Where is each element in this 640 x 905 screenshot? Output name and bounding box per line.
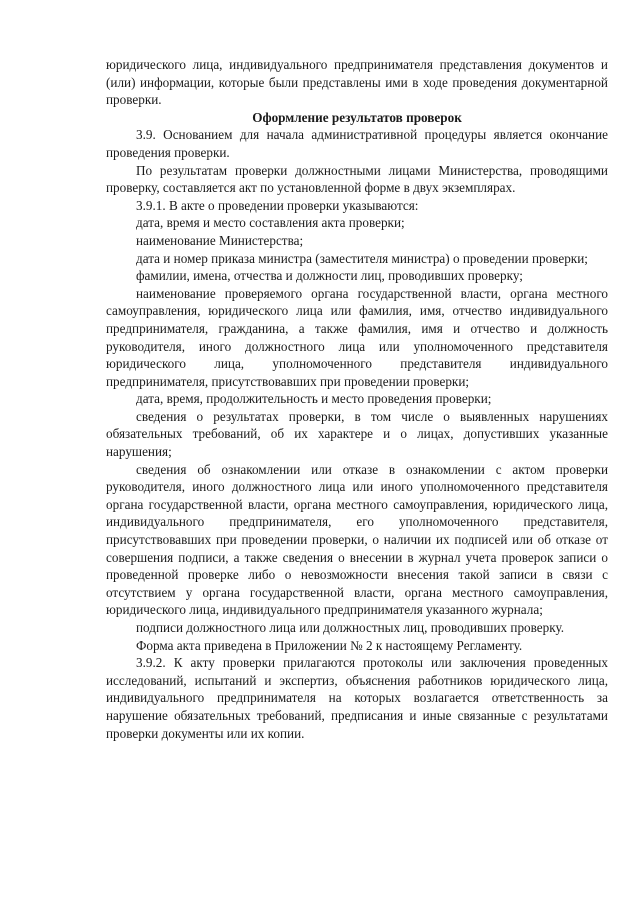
- document-body: [106, 56, 608, 742]
- paragraph: дата, время, продолжительность и место проведения проверки;: [136, 391, 492, 407]
- paragraph: наименование Министерства;: [136, 232, 304, 248]
- section-heading: Оформление результатов проверок: [252, 109, 462, 125]
- paragraph: 3.9.2. К акту проверки прилагаются протоколы или заключения проведенных исследований, испытаний и экспертиз, объяснения работников юридического лица, индивидуального предпринимателя на которых возлагается ответственность за нарушение обязательных требований, предписания и иные связанные с результатами проверки документы или их копии.: [106, 655, 608, 741]
- paragraph: дата и номер приказа министра (заместителя министра) о проведении проверки;: [136, 250, 588, 266]
- paragraph: дата, время и место составления акта проверки;: [136, 215, 405, 231]
- paragraph: наименование проверяемого органа государственной власти, органа местного самоуправления, юридического лица или фамилия, имя, отчество индивидуального предпринимателя, гражданина, а также фамилия, имя и отчество и должность руководителя, иного должностного лица или уполномоченного представителя юридического лица, уполномоченного представителя индивидуального предпринимателя, присутствовавших при проведении проверки;: [106, 285, 608, 389]
- paragraph: сведения о результатах проверки, в том числе о выявленных нарушениях обязательных требований, об их характере и о лицах, допустивших указанные нарушения;: [106, 408, 608, 460]
- paragraph: По результатам проверки должностными лицами Министерства, проводящими проверку, составляется акт по установленной форме в двух экземплярах.: [106, 162, 608, 196]
- paragraph: Форма акта приведена в Приложении № 2 к настоящему Регламенту.: [136, 637, 523, 653]
- paragraph: 3.9. Основанием для начала административной процедуры является окончание проведения проверки.: [106, 127, 608, 160]
- paragraph: сведения об ознакомлении или отказе в ознакомлении с актом проверки руководителя, иного должностного лица или иного уполномоченного представителя органа государственной власти, органа местного самоуправления, юридического лица, индивидуального предпринимателя, его уполномоченного представителя, присутствовавших при проведении проверки, о наличии их подписей или об отказе от совершения подписи, а также сведения о внесении в журнал учета проверок записи о проведенной проверке либо о невозможности внесения такой записи в связи с отсутствием у органа государственной власти, органа местного самоуправления, юридического лица, индивидуального предпринимателя указанного журнала;: [106, 461, 608, 618]
- paragraph: фамилии, имена, отчества и должности лиц, проводивших проверку;: [136, 268, 523, 284]
- paragraph: подписи должностного лица или должностных лиц, проводивших проверку.: [136, 620, 565, 635]
- paragraph: 3.9.1. В акте о проведении проверки указываются:: [136, 197, 419, 213]
- paragraph: юридического лица, индивидуального предпринимателя представления документов и (или) информации, которые были представлены ими в ходе проведения документарной проверки.: [106, 57, 608, 108]
